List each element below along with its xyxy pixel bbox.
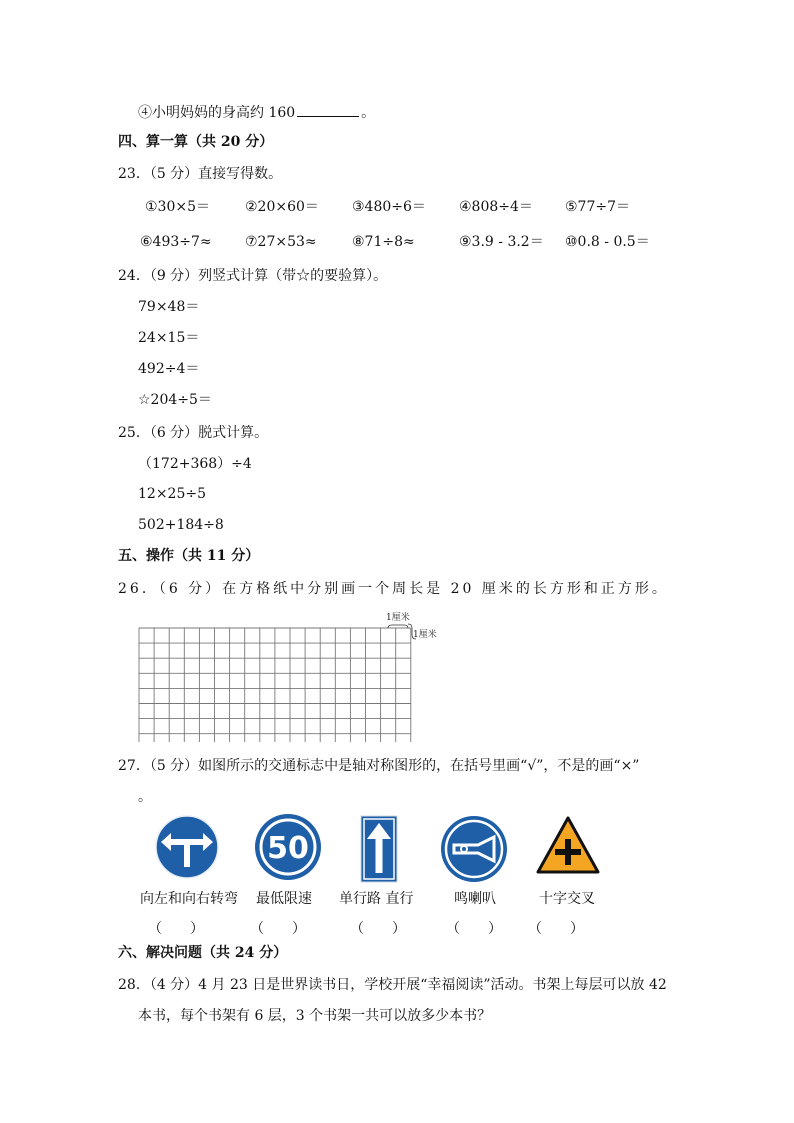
q23-item: ⑨3.9 - 3.2＝ (459, 234, 544, 250)
answer-slot[interactable]: （ ） (148, 921, 204, 937)
q27-title: 27．（5 分）如图所示的交通标志中是轴对称图形的，在括号里画“√”，不是的画“×” (118, 758, 640, 774)
q28-line2: 本书，每个书架有 6 层，3 个书架一共可以放多少本书？ (138, 1008, 492, 1024)
sign-caption: 向左和向右转弯 (140, 891, 238, 907)
q24-item: 492÷4＝ (138, 361, 200, 377)
q26-title: 26．（6 分）在方格纸中分别画一个周长是 20 厘米的长方形和正方形。 (118, 581, 669, 597)
q23-item: ⑥493÷7≈ (140, 234, 212, 250)
speed-number: 50 (267, 831, 309, 866)
q24-item: 24×15＝ (138, 330, 200, 346)
min-speed-sign-icon (254, 813, 322, 881)
q23-item: ⑦27×53≈ (245, 234, 317, 250)
grid-lines (139, 628, 411, 742)
answer-slot[interactable]: （ ） (350, 921, 406, 937)
q23-item: ⑩0.8 - 0.5＝ (565, 234, 650, 250)
section6-title: 六、解决问题（共 24 分） (118, 945, 288, 961)
crossroad-warning-sign-icon (535, 815, 601, 875)
q23-item: ①30×5＝ (145, 199, 211, 215)
q22-item4: ④小明妈妈的身高约 160 。 (138, 105, 376, 121)
q24-item: ☆204÷5＝ (138, 392, 212, 408)
q23-item: ②20×60＝ (245, 199, 319, 215)
grid-paper[interactable] (138, 612, 438, 742)
section4-title: 四、算一算（共 20 分） (118, 134, 274, 150)
q28-line1: 28．（4 分）4 月 23 日是世界读书日，学校开展“幸福阅读”活动。书架上每层可以放 42 (118, 977, 667, 993)
sign-caption: 十字交叉 (539, 891, 595, 907)
q23-item: ③480÷6＝ (352, 199, 426, 215)
sign-caption: 最低限速 (256, 891, 312, 907)
q23-title: 23．（5 分）直接写得数。 (118, 166, 283, 182)
sign-caption: 单行路 直行 (339, 891, 414, 907)
section5-title: 五、操作（共 11 分） (118, 548, 260, 564)
turn-left-right-sign-icon (155, 815, 219, 879)
horn-sign-icon (440, 815, 508, 883)
q25-item: 502+184÷8 (138, 517, 224, 533)
sign-caption: 鸣喇叭 (454, 891, 496, 907)
q23-item: ④808÷4＝ (459, 199, 533, 215)
unit-label-side: 1厘米 (413, 630, 437, 640)
unit-label-top: 1厘米 (386, 613, 410, 623)
unit-brace-top (388, 625, 408, 628)
q25-item: （172+368）÷4 (138, 456, 252, 472)
q25-item: 12×25÷5 (138, 486, 206, 502)
q24-title: 24．（9 分）列竖式计算（带☆的要验算）。 (118, 268, 388, 284)
answer-blank[interactable] (297, 104, 359, 117)
answer-slot[interactable]: （ ） (446, 921, 502, 937)
q23-item: ⑤77÷7＝ (565, 199, 631, 215)
q22-item4-text: ④小明妈妈的身高约 160 (138, 105, 296, 121)
q25-title: 25．（6 分）脱式计算。 (118, 425, 269, 441)
q24-item: 79×48＝ (138, 299, 200, 315)
one-way-straight-sign-icon (360, 815, 398, 883)
answer-slot[interactable]: （ ） (528, 921, 584, 937)
q27-title-end: 。 (138, 789, 152, 805)
answer-slot[interactable]: （ ） (250, 921, 306, 937)
q23-item: ⑧71÷8≈ (352, 234, 415, 250)
